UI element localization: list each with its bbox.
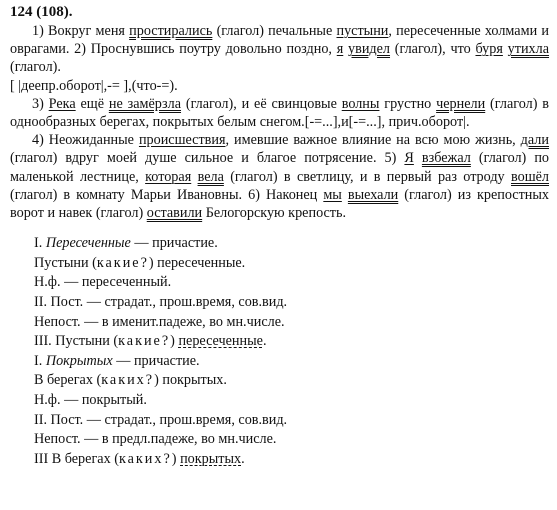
predicate: вошёл — [511, 168, 549, 185]
subject: происшествия — [138, 132, 226, 149]
predicate: не замёрзла — [108, 95, 182, 112]
analysis-line — [34, 450, 549, 470]
predicate: вела — [197, 168, 224, 185]
text: I. — [34, 235, 46, 252]
question: каких? — [118, 450, 172, 467]
analysis-line: Непост. — в предл.падеже, во мн.числе. — [34, 431, 277, 448]
text — [414, 150, 422, 166]
text: (глагол) в светлицу, и в первый раз отроду — [223, 168, 511, 185]
subject: которая — [145, 168, 192, 185]
sentence-scheme: [ |деепр.оборот|,-= ],(что-=). — [10, 77, 178, 94]
text: грустно — [379, 95, 437, 112]
text: 3) — [32, 95, 49, 112]
subject: буря — [475, 41, 503, 58]
subject: я — [336, 41, 344, 58]
subject: волны — [341, 95, 380, 112]
text: 4) Неожиданные — [32, 132, 139, 149]
participle-word: Пересеченные — [45, 235, 131, 252]
text: Пустыни ( — [34, 254, 97, 271]
predicate: увидел — [348, 41, 391, 58]
subject: мы — [323, 186, 342, 203]
paragraph-3 — [10, 131, 549, 222]
question: какие? — [118, 333, 171, 350]
analysis-line — [34, 371, 549, 391]
predicate: простирались — [129, 23, 213, 39]
predicate: чернели — [436, 95, 486, 112]
analysis-line — [34, 352, 549, 372]
text: — причастие. — [130, 235, 218, 252]
text: , пересеченные холмами и оврагами. 2) Проснувшись поутру довольно поздно, — [10, 23, 549, 58]
predicate: утихла — [507, 41, 550, 58]
text: . — [241, 450, 245, 467]
predicate: взбежал — [421, 150, 471, 167]
subject: Река — [48, 95, 76, 112]
text: ) пересеченные. — [148, 254, 246, 271]
text: ) — [170, 333, 179, 350]
text: В берегах ( — [34, 372, 102, 389]
analysis-line: II. Пост. — страдат., прош.время, сов.вид. — [34, 294, 288, 311]
text: III. Пустыни ( — [34, 333, 119, 350]
text: (глагол), и её свинцовые — [181, 95, 342, 112]
text: (глагол) из крепостных ворот и навек (глагол) — [10, 186, 550, 222]
definition-underlined: покрытых — [180, 450, 242, 467]
predicate: дали — [520, 132, 549, 149]
text: . — [262, 333, 267, 350]
paragraph-2 — [10, 95, 549, 131]
question: каких? — [101, 372, 155, 389]
text: Белогорскую крепость. — [202, 205, 347, 222]
analysis-line: Н.ф. — покрытый. — [34, 391, 147, 408]
text: — причастие. — [112, 352, 200, 369]
text: 1) Вокруг меня — [32, 23, 130, 39]
predicate: выехали — [347, 186, 399, 203]
paragraph-1 — [10, 22, 549, 95]
text: ещё — [75, 95, 109, 112]
subject: пустыни — [336, 23, 389, 39]
predicate: оставили — [146, 205, 203, 222]
text: III В берегах ( — [34, 450, 119, 467]
text: (глагол) по маленькой лестнице, — [10, 150, 550, 185]
participle-analysis — [34, 234, 549, 469]
text: (глагол) в однообразных берегах, покрытых белым снегом.[-=...],и[-=...], прич.оборот|. — [10, 95, 549, 131]
question: какие? — [96, 254, 149, 271]
text: , имевшие важное влияние на всю мою жизнь, — [225, 132, 521, 149]
text: I. — [34, 352, 46, 369]
text: ) покрытых. — [154, 372, 227, 389]
text: (глагол). — [10, 59, 61, 76]
analysis-line: Н.ф. — пересеченный. — [34, 274, 172, 291]
analysis-line — [34, 234, 549, 254]
analysis-line — [34, 254, 549, 274]
analysis-line: Непост. — в именит.падеже, во мн.числе. — [34, 313, 285, 330]
definition-underlined: пересеченные — [178, 333, 263, 350]
text: (глагол) вдруг моей душе сильное и благое потрясение. 5) — [10, 150, 405, 167]
exercise-number: 124 (108). — [10, 4, 73, 20]
text: (глагол) в комнату Марьи Ивановны. 6) Наконец — [10, 186, 324, 203]
text: (глагол), что — [390, 41, 476, 58]
text: ) — [171, 450, 181, 467]
analysis-line — [34, 332, 549, 352]
participle-word: Покрытых — [45, 352, 113, 369]
analysis-line: II. Пост. — страдат., прош.время, сов.вид. — [34, 411, 288, 428]
text: (глагол) печальные — [212, 23, 337, 39]
subject: Я — [404, 150, 414, 167]
